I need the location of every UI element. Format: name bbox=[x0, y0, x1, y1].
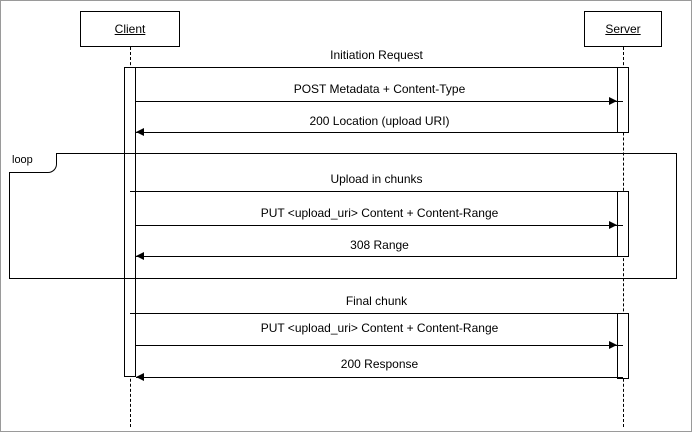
message-line-put-chunk bbox=[136, 225, 623, 226]
message-label-final-response: 200 Response bbox=[340, 357, 419, 371]
loop-fragment-label: loop bbox=[9, 153, 57, 173]
participant-client-label: Client bbox=[114, 22, 146, 36]
message-label-range-response: 308 Range bbox=[350, 238, 409, 252]
message-line-range-response bbox=[136, 256, 623, 257]
message-line-final-response bbox=[136, 377, 623, 378]
arrow-put-final-chunk bbox=[609, 341, 617, 349]
arrow-location-response bbox=[136, 128, 144, 136]
message-line-post-metadata bbox=[136, 101, 623, 102]
arrow-post-metadata bbox=[609, 97, 617, 105]
message-line-put-final-chunk bbox=[136, 345, 623, 346]
participant-client[interactable] bbox=[80, 11, 180, 47]
initiation-block-top-line bbox=[130, 67, 623, 68]
participant-server-label: Server bbox=[605, 22, 641, 36]
section-label-initiation: Initiation Request bbox=[330, 48, 423, 62]
message-label-put-final-chunk: PUT <upload_uri> Content + Content-Range bbox=[260, 321, 499, 335]
arrow-final-response bbox=[136, 373, 144, 381]
message-line-location-response bbox=[136, 132, 623, 133]
arrow-put-chunk bbox=[609, 221, 617, 229]
section-label-upload-chunks: Upload in chunks bbox=[330, 172, 423, 186]
message-label-location-response: 200 Location (upload URI) bbox=[309, 114, 450, 128]
message-label-put-chunk: PUT <upload_uri> Content + Content-Range bbox=[260, 206, 499, 220]
participant-server[interactable] bbox=[584, 11, 662, 47]
upload-chunks-block-top-line bbox=[130, 191, 623, 192]
arrow-range-response bbox=[136, 252, 144, 260]
final-chunk-block-top-line bbox=[130, 313, 623, 314]
section-label-final-chunk: Final chunk bbox=[345, 294, 408, 308]
message-label-post-metadata: POST Metadata + Content-Type bbox=[293, 82, 466, 96]
